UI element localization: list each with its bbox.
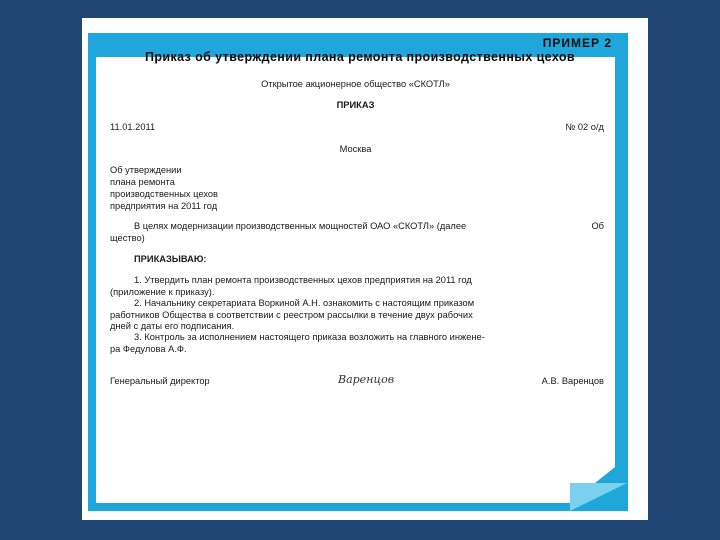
example-tag: ПРИМЕР 2 xyxy=(542,36,612,50)
handwritten-signature: Варенцов xyxy=(338,373,395,386)
signature-position: Генеральный директор xyxy=(110,376,210,386)
item-2-line: работников Общества в соответствии с реестром рассылки в течение двух рабочих xyxy=(110,310,473,320)
subject-line: Об утверждении xyxy=(110,165,182,175)
preamble-line: В целях модернизации производственных мощностей ОАО «СКОТЛ» (далее xyxy=(134,221,467,231)
preamble-line: щество) xyxy=(110,233,145,243)
item-2-line: 2. Начальнику секретариата Воркиной А.Н. ознакомить с настоящим приказом xyxy=(134,298,475,308)
subject-line: предприятия на 2011 год xyxy=(110,201,218,211)
order-word: ПРИКАЗЫВАЮ: xyxy=(134,254,207,264)
company-name: Открытое акционерное общество «СКОТЛ» xyxy=(261,79,450,89)
example-heading: Приказ об утверждении плана ремонта производственных цехов xyxy=(145,50,575,64)
subject-line: производственных цехов xyxy=(110,189,218,199)
document-date: 11.01.2011 xyxy=(110,122,156,132)
document-city: Москва xyxy=(339,144,372,154)
document-type: ПРИКАЗ xyxy=(336,100,375,110)
subject-line: плана ремонта xyxy=(110,177,175,187)
document-number: № 02 о/д xyxy=(565,122,604,132)
item-1-line: 1. Утвердить план ремонта производственных цехов предприятия на 2011 год xyxy=(134,275,472,285)
item-3-line: ра Федулова А.Ф. xyxy=(110,344,187,354)
signatory-name: А.В. Варенцов xyxy=(541,376,604,386)
item-1-line: (приложение к приказу). xyxy=(110,287,215,297)
preamble-line-end: Об xyxy=(591,221,604,231)
item-3-line: 3. Контроль за исполнением настоящего приказа возложить на главного инжене- xyxy=(134,332,485,342)
item-2-line: дней с даты его подписания. xyxy=(110,321,235,331)
